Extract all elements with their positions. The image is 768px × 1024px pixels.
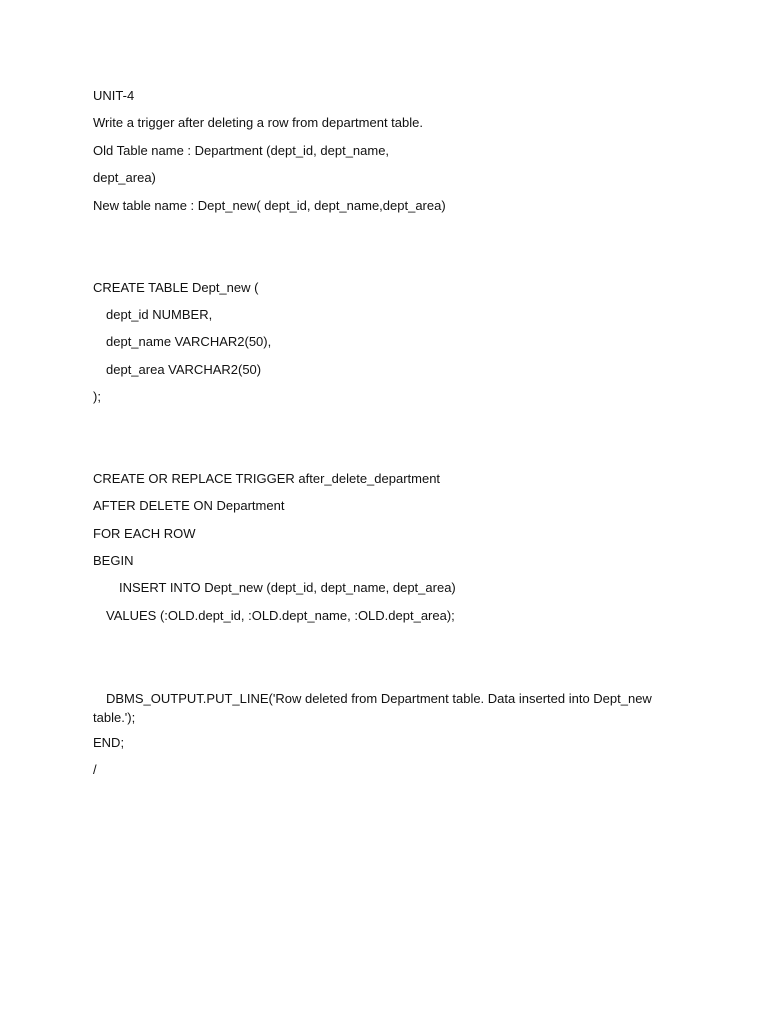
old-table-text: Old Table name : Department (dept_id, dept_name, bbox=[93, 143, 390, 158]
column-dept-id-line: dept_id NUMBER, bbox=[106, 307, 213, 322]
values-line: VALUES (:OLD.dept_id, :OLD.dept_name, :OLD.dept_area); bbox=[106, 608, 455, 623]
old-table-continuation: dept_area) bbox=[93, 170, 156, 185]
create-trigger-line: CREATE OR REPLACE TRIGGER after_delete_department bbox=[93, 471, 441, 486]
begin-line: BEGIN bbox=[93, 553, 134, 568]
unit-heading: UNIT-4 bbox=[93, 88, 135, 103]
end-line: END; bbox=[93, 735, 125, 750]
column-dept-area-line: dept_area VARCHAR2(50) bbox=[106, 362, 262, 377]
create-table-line: CREATE TABLE Dept_new ( bbox=[93, 280, 259, 295]
new-table-text: New table name : Dept_new( dept_id, dept_name,dept_area) bbox=[93, 198, 446, 213]
question-text: Write a trigger after deleting a row from department table. bbox=[93, 115, 423, 130]
dbms-output-line: DBMS_OUTPUT.PUT_LINE('Row deleted from Department table. Data inserted into Dept_new table.'); bbox=[93, 691, 652, 725]
insert-into-line: INSERT INTO Dept_new (dept_id, dept_name, dept_area) bbox=[119, 580, 456, 595]
for-each-row-line: FOR EACH ROW bbox=[93, 526, 196, 541]
after-delete-line: AFTER DELETE ON Department bbox=[93, 498, 285, 513]
create-table-close-line: ); bbox=[93, 389, 101, 404]
slash-line: / bbox=[93, 762, 97, 777]
column-dept-name-line: dept_name VARCHAR2(50), bbox=[106, 334, 272, 349]
